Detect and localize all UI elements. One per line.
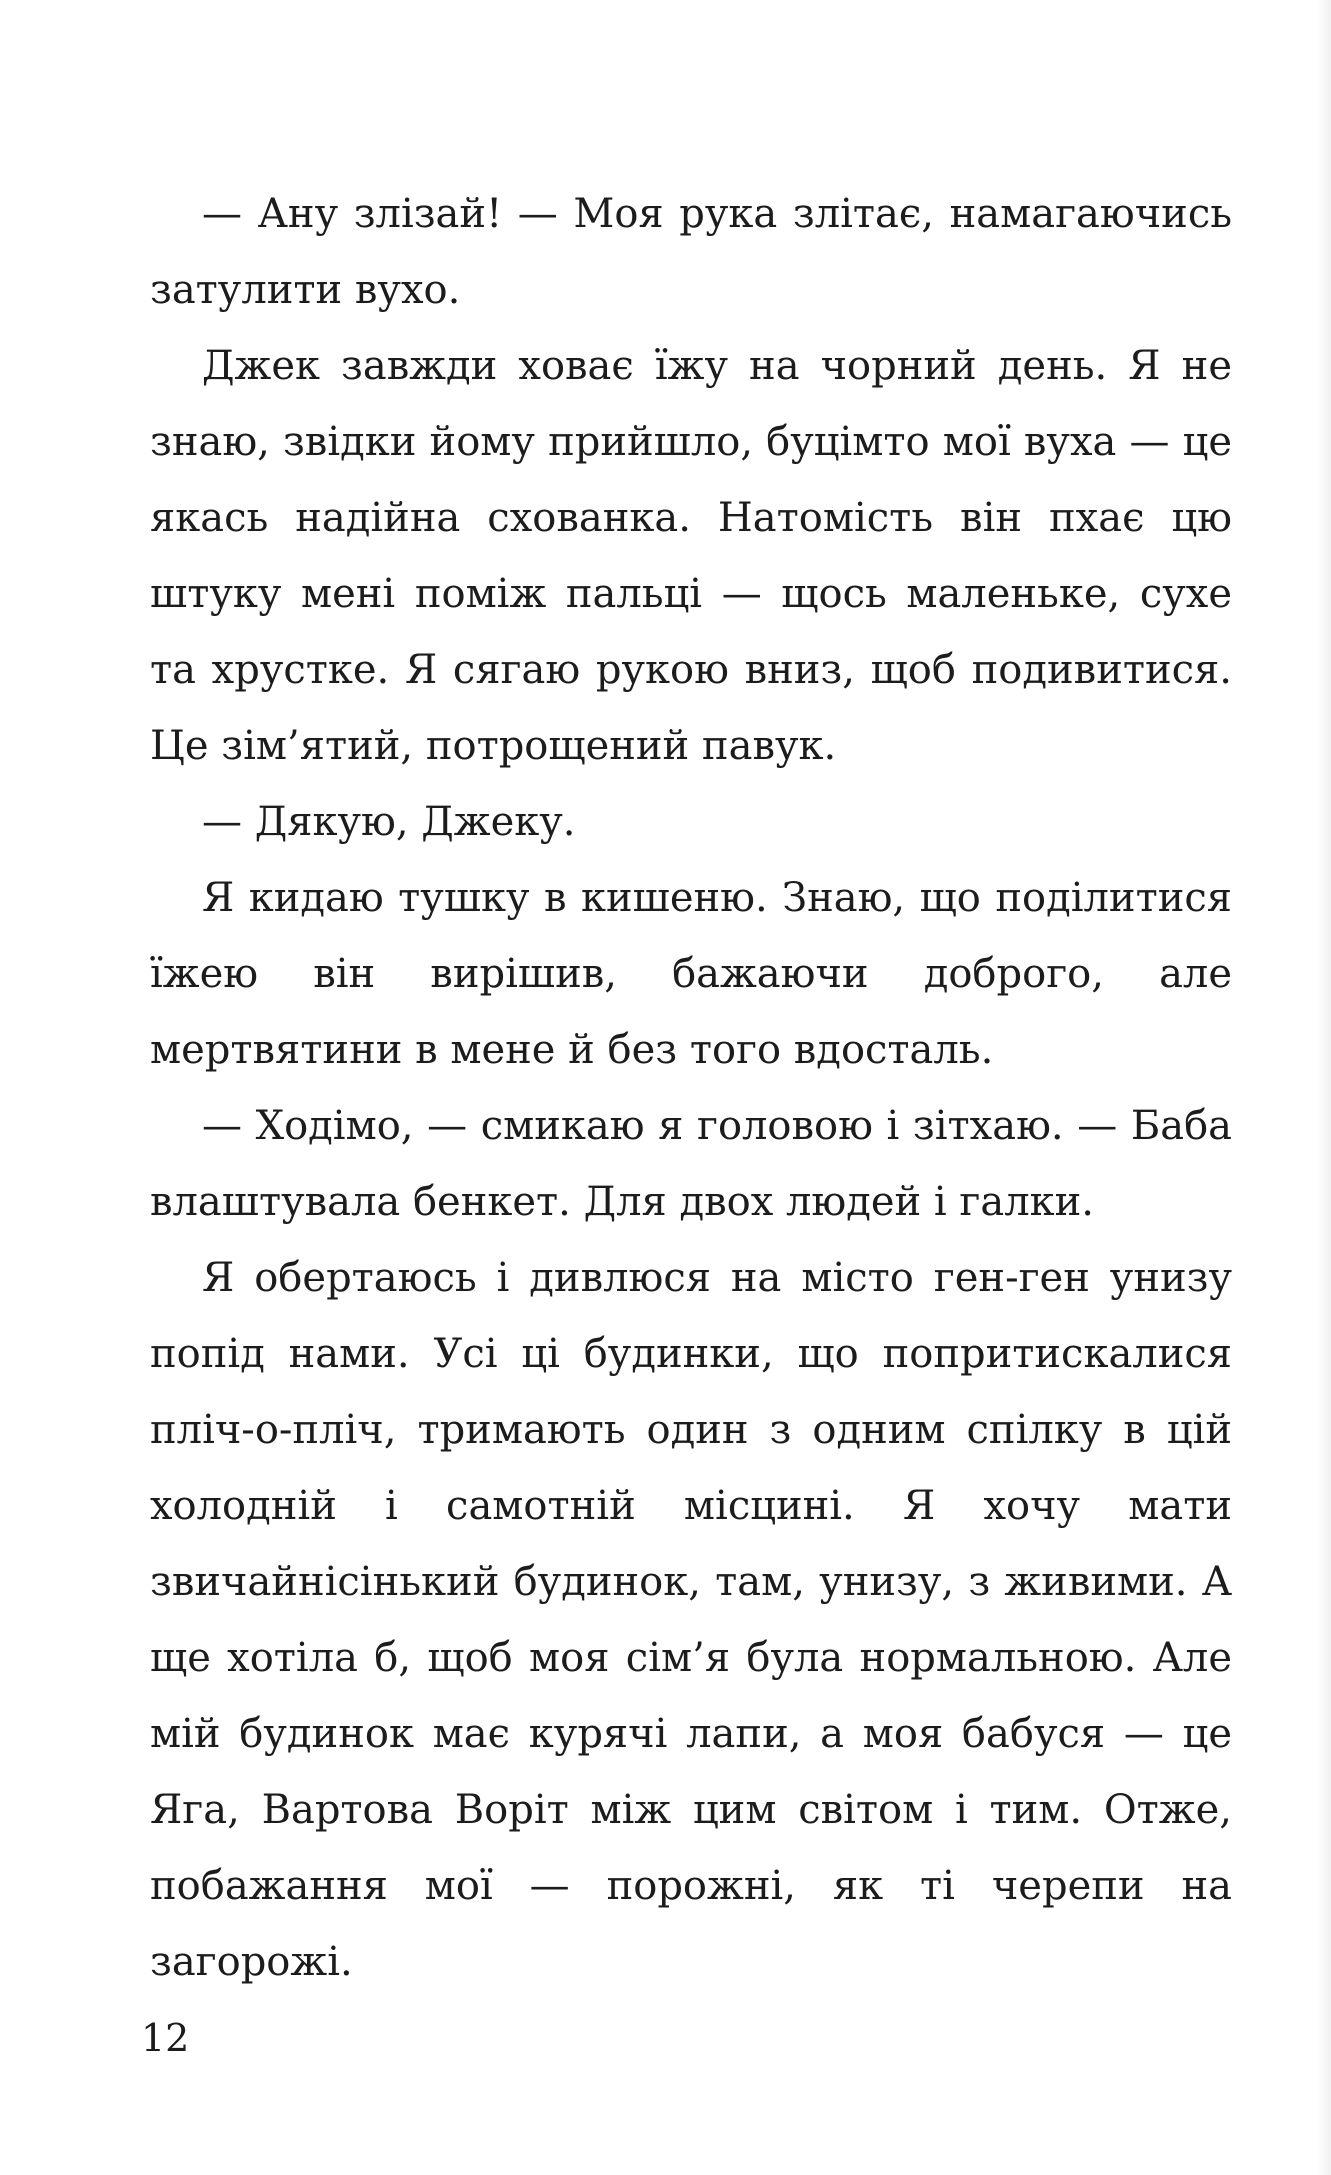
paragraph-6: Я обертаюсь і дивлюся на місто ген-ген унизу попід нами. Усі ці будинки, що попритискалися пліч-о-пліч, тримають один з одним спілку в цій холодній і самотній місцині. Я хочу мати звичайнісінький будинок, там, унизу, з живими. А ще хотіла б, щоб моя сім’я була нормальною. Але мій будинок має курячі лапи, а моя бабуся — це Яга, Вартова Воріт між цим світом і тим. Отже, побажання мої — порожні, як ті черепи на загорожі.	[150, 1255, 1232, 1985]
paragraph-2: Джек завжди ховає їжу на чорний день. Я не знаю, звідки йому прийшло, буцімто мої вуха — це якась надійна схованка. Натомість він пхає цю штуку мені поміж пальці — щось маленьке, сухе та хрустке. Я сягаю рукою вниз, щоб подивитися. Це зім’ятий, потрощений павук.	[150, 343, 1232, 769]
paragraph-5: — Ходімо, — смикаю я головою і зітхаю. — Баба влаштувала бенкет. Для двох людей і галки.	[150, 1103, 1232, 1225]
paragraph-4: Я кидаю тушку в кишеню. Знаю, що поділитися їжею він вирішив, бажаючи доброго, але мертвятини в мене й без того вдосталь.	[150, 875, 1232, 1073]
paragraph-3: — Дякую, Джеку.	[202, 799, 576, 845]
paragraph-1: — Ану злізай! — Моя рука злітає, намагаючись затулити вухо.	[150, 191, 1232, 313]
body-text	[150, 176, 1232, 2000]
page-edge-shadow	[1317, 0, 1331, 2175]
page-number: 12	[141, 2016, 190, 2060]
